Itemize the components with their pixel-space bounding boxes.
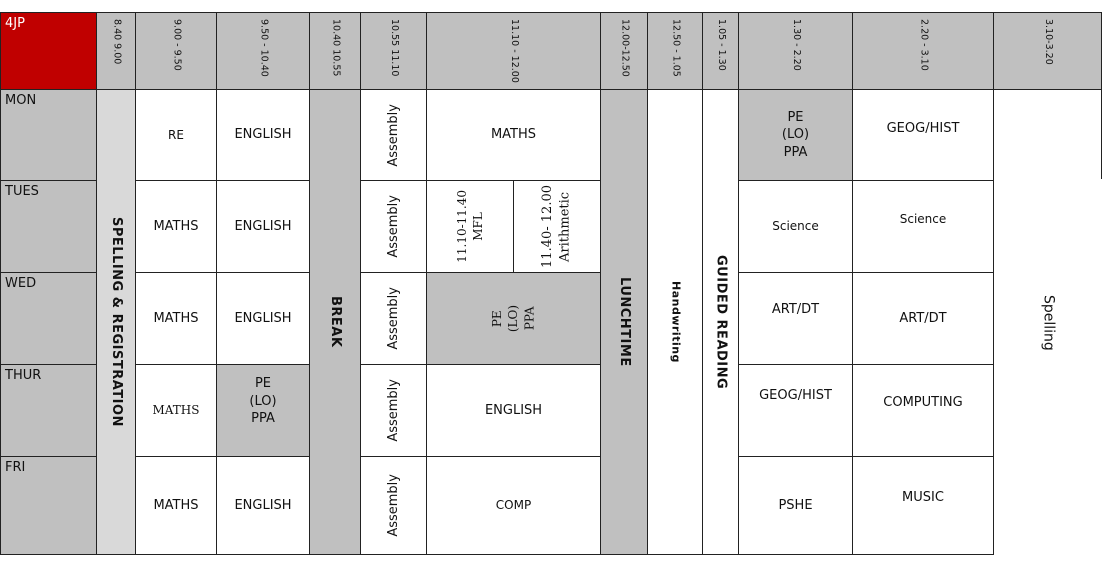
header-p3: 11.10 - 12.00	[427, 12, 601, 90]
fri-assembly: Assembly	[361, 457, 427, 555]
fri-p4: PSHE	[739, 457, 853, 555]
registration-span: SPELLING & REGISTRATION	[97, 90, 136, 555]
day-tues: TUES	[0, 181, 97, 273]
wed-p2: ENGLISH	[217, 273, 310, 365]
handwriting-span: Handwriting	[648, 90, 703, 555]
header-p6: 3.10-3.20	[994, 12, 1102, 90]
thur-p4: GEOG/HIST	[739, 365, 853, 457]
wed-assembly: Assembly	[361, 273, 427, 365]
mon-p2: ENGLISH	[217, 90, 310, 181]
thur-p5: COMPUTING	[853, 365, 994, 457]
day-mon: MON	[0, 90, 97, 181]
day-wed: WED	[0, 273, 97, 365]
spelling-span: Spelling	[1040, 294, 1057, 351]
class-name-cell	[0, 12, 97, 90]
header-p4: 1.30 - 2.20	[739, 12, 853, 90]
spelling-top-divider	[1101, 90, 1102, 179]
break-span: BREAK	[310, 90, 361, 555]
wed-p3: PE (LO) PPA	[427, 273, 601, 365]
day-fri: FRI	[0, 457, 97, 555]
fri-p1: MATHS	[136, 457, 217, 555]
thur-assembly: Assembly	[361, 365, 427, 457]
tues-p5: Science	[853, 181, 994, 273]
header-p2: 9.50 - 10.40	[217, 12, 310, 90]
wed-p1: MATHS	[136, 273, 217, 365]
header-lunch: 12.00-12.50	[601, 12, 648, 90]
thur-p1: MATHS	[136, 365, 217, 457]
tues-p3b: 11.40- 12.00 Arithmetic	[514, 181, 601, 273]
header-handwriting: 12.50 - 1.05	[648, 12, 703, 90]
lunch-span: LUNCHTIME	[601, 90, 648, 555]
wed-p5: ART/DT	[853, 273, 994, 365]
tues-p4: Science	[739, 181, 853, 273]
tues-p3a: 11.10-11.40 MFL	[427, 181, 514, 273]
tues-p2: ENGLISH	[217, 181, 310, 273]
header-reg: 8.40 9.00	[97, 12, 136, 90]
header-p1: 9.00 - 9.50	[136, 12, 217, 90]
class-name: 4JP	[5, 16, 25, 31]
mon-p1: RE	[136, 90, 217, 181]
mon-p3: MATHS	[427, 90, 601, 181]
thur-p2: PE (LO) PPA	[217, 365, 310, 457]
mon-p5: GEOG/HIST	[853, 90, 994, 181]
mon-assembly: Assembly	[361, 90, 427, 181]
day-thur: THUR	[0, 365, 97, 457]
header-assembly: 10.55 11.10	[361, 12, 427, 90]
header-p5: 2.20 - 3.10	[853, 12, 994, 90]
reading-span: GUIDED READING	[703, 90, 739, 555]
tues-assembly: Assembly	[361, 181, 427, 273]
fri-p5: MUSIC	[853, 457, 994, 555]
tues-p1: MATHS	[136, 181, 217, 273]
header-reading: 1.05 - 1.30	[703, 12, 739, 90]
thur-p3: ENGLISH	[427, 365, 601, 457]
wed-p4: ART/DT	[739, 273, 853, 365]
header-break: 10.40 10.55	[310, 12, 361, 90]
mon-p4: PE (LO) PPA	[739, 90, 853, 181]
fri-p3: COMP	[427, 457, 601, 555]
fri-p2: ENGLISH	[217, 457, 310, 555]
